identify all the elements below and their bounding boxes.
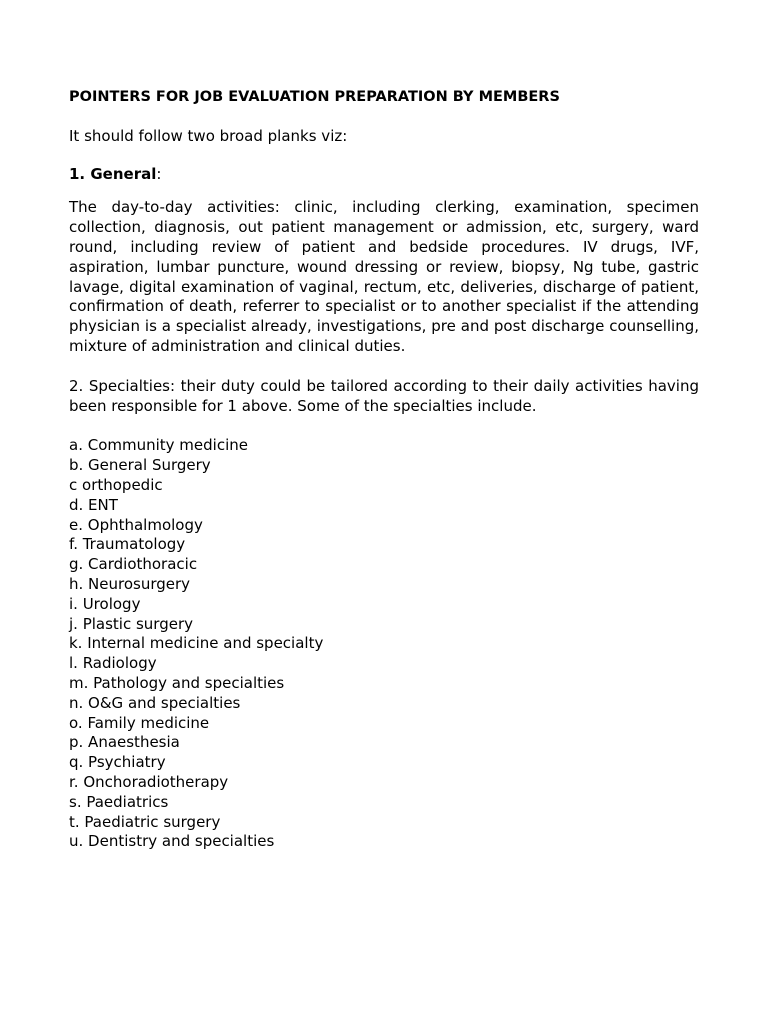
document-page — [69, 88, 699, 852]
list-item: a. Community medicine — [69, 436, 248, 455]
list-item: j. Plastic surgery — [69, 614, 194, 633]
list-item: c orthopedic — [69, 475, 163, 494]
list-item: p. Anaesthesia — [69, 733, 180, 752]
list-item: u. Dentistry and specialties — [69, 832, 275, 851]
document-title: POINTERS FOR JOB EVALUATION PREPARATION BY MEMBERS — [69, 89, 560, 105]
list-item: k. Internal medicine and specialty — [69, 634, 324, 653]
list-item: d. ENT — [69, 495, 118, 514]
list-item: f. Traumatology — [69, 535, 186, 554]
list-item: b. General Surgery — [69, 456, 211, 475]
list-item: i. Urology — [69, 594, 141, 613]
list-item: l. Radiology — [69, 654, 157, 673]
list-item: r. Onchoradiotherapy — [69, 772, 229, 791]
intro-text: It should follow two broad planks viz: — [69, 126, 348, 145]
list-item: o. Family medicine — [69, 713, 210, 732]
list-item: s. Paediatrics — [69, 792, 169, 811]
list-item: q. Psychiatry — [69, 753, 166, 772]
list-item: m. Pathology and specialties — [69, 673, 285, 692]
list-item: n. O&G and specialties — [69, 693, 241, 712]
general-heading-colon: : — [156, 164, 162, 183]
list-item: h. Neurosurgery — [69, 574, 191, 593]
list-item: e. Ophthalmology — [69, 515, 203, 534]
general-heading — [69, 165, 699, 185]
list-item: g. Cardiothoracic — [69, 555, 198, 574]
specialties-list — [69, 436, 699, 852]
list-item: t. Paediatric surgery — [69, 812, 221, 831]
specialties-paragraph: 2. Specialties: their duty could be tailored according to their daily activities having been responsible for 1 above. Some of the specialties include. — [69, 376, 699, 415]
general-heading-label: 1. General — [69, 164, 157, 183]
general-paragraph: The day-to-day activities: clinic, including clerking, examination, specimen collection, diagnosis, out patient management or admission, etc, surgery, ward round, including review of patient and bedside procedures. IV drugs, IVF, aspiration, lumbar puncture, wound dressing or review, biopsy, Ng tube, gastric lavage, digital examination of vaginal, rectum, etc, deliveries, discharge of patient, confirmation of death, referrer to specialist or to another specialist if the attending physician is a specialist already, investigations, pre and post discharge counselling, mixture of administration and clinical duties. — [69, 198, 699, 355]
